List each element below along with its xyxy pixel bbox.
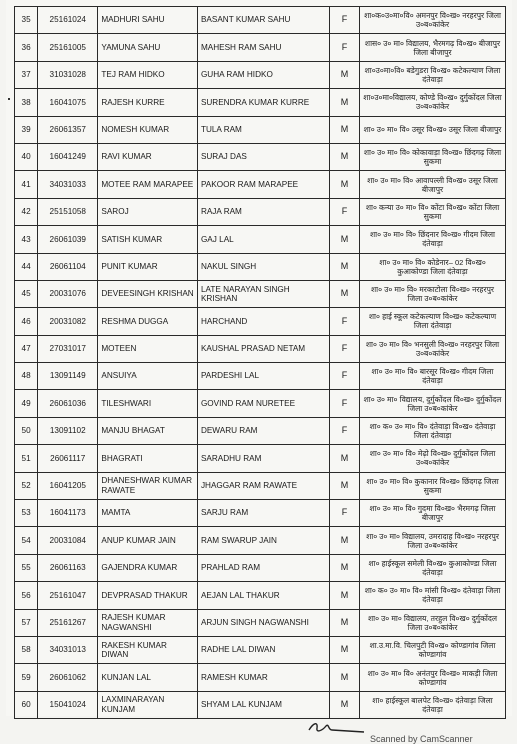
- school-name-cell: शा० उ० मा० विद्यालय, उमरादाह वि०ख० नरहरपुर जिला उ०ब०कांकेर: [360, 527, 506, 554]
- candidate-name-cell: DHANESHWAR KUMAR RAWATE: [98, 472, 198, 499]
- gender-cell: M: [329, 226, 359, 253]
- school-name-cell: शा० उ० मा० वि० मरकाटोला वि०ख० नरहरपुर जिला उ०ब०कांकेर: [360, 280, 506, 307]
- father-name-cell: SARADHU RAM: [197, 445, 329, 472]
- gender-cell: M: [329, 472, 359, 499]
- serial-number-cell: 58: [15, 636, 38, 663]
- table-row: [15, 445, 506, 472]
- serial-number-cell: 56: [15, 582, 38, 609]
- candidate-table-body: [15, 7, 506, 719]
- gender-cell: F: [329, 7, 359, 34]
- roll-number-cell: 20031076: [38, 280, 98, 307]
- school-name-cell: शा०क०उ०मा०वि० अमनपुर वि०ख० नरहरपुर जिला उ०ब०कांकेर: [360, 7, 506, 34]
- table-row: [15, 500, 506, 527]
- roll-number-cell: 25161047: [38, 582, 98, 609]
- scan-speck: [8, 98, 10, 100]
- table-row: [15, 390, 506, 417]
- father-name-cell: KAUSHAL PRASAD NETAM: [197, 335, 329, 362]
- gender-cell: M: [329, 280, 359, 307]
- serial-number-cell: 45: [15, 280, 38, 307]
- father-name-cell: GAJ LAL: [197, 226, 329, 253]
- table-row: [15, 226, 506, 253]
- serial-number-cell: 42: [15, 198, 38, 225]
- serial-number-cell: 41: [15, 171, 38, 198]
- gender-cell: M: [329, 116, 359, 143]
- school-name-cell: शा० उ० मा० वि० कोकावाड़ा वि०ख० छिंदगढ़ जिला सुकमा: [360, 143, 506, 170]
- father-name-cell: SURENDRA KUMAR KURRE: [197, 89, 329, 116]
- father-name-cell: SURAJ DAS: [197, 143, 329, 170]
- serial-number-cell: 39: [15, 116, 38, 143]
- gender-cell: M: [329, 61, 359, 88]
- roll-number-cell: 20031084: [38, 527, 98, 554]
- school-name-cell: शा० उ० मा० वि० बारसूर वि०ख० गीदम जिला दंतेवाड़ा: [360, 363, 506, 390]
- gender-cell: M: [329, 527, 359, 554]
- school-name-cell: शा० उ० मा० वि० कोडेनार– 02 वि०ख० कुआकोण्डा जिला दंतेवाड़ा: [360, 253, 506, 280]
- father-name-cell: GOVIND RAM NURETEE: [197, 390, 329, 417]
- roll-number-cell: 25161267: [38, 609, 98, 636]
- candidate-name-cell: BHAGRATI: [98, 445, 198, 472]
- school-name-cell: शा० उ० मा० वि० अनंतपुर वि०ख० माकड़ी जिला कोण्डागांव: [360, 664, 506, 691]
- table-row: [15, 664, 506, 691]
- gender-cell: F: [329, 308, 359, 335]
- table-row: [15, 280, 506, 307]
- gender-cell: F: [329, 417, 359, 444]
- father-name-cell: LATE NARAYAN SINGH KRISHAN: [197, 280, 329, 307]
- serial-number-cell: 36: [15, 34, 38, 61]
- school-name-cell: शा० हाई स्कूल कटेकल्याण वि०ख० कटेकल्याण जिला दंतेवाड़ा: [360, 308, 506, 335]
- serial-number-cell: 48: [15, 363, 38, 390]
- candidate-name-cell: MADHURI SAHU: [98, 7, 198, 34]
- gender-cell: M: [329, 171, 359, 198]
- school-name-cell: शा० उ० मा० वि० छिंदनार वि०ख० गीदम जिला दंतेवाड़ा: [360, 226, 506, 253]
- father-name-cell: RAJA RAM: [197, 198, 329, 225]
- document-page: [6, 0, 512, 716]
- signature: [306, 718, 366, 736]
- serial-number-cell: 37: [15, 61, 38, 88]
- roll-number-cell: 26061036: [38, 390, 98, 417]
- father-name-cell: AEJAN LAL THAKUR: [197, 582, 329, 609]
- school-name-cell: शा०उ०मा०विद्यालय, कोण्डे वि०ख० दुर्गुकोंदल जिला उ०ब०कांकेर: [360, 89, 506, 116]
- table-row: [15, 7, 506, 34]
- gender-cell: M: [329, 143, 359, 170]
- school-name-cell: शा० उ० मा० विद्यालय, दुर्गुकोंदल वि०ख० दुर्गुकोंदल जिला उ०ब०कांकेर: [360, 390, 506, 417]
- candidate-name-cell: DEVEESINGH KRISHAN: [98, 280, 198, 307]
- table-row: [15, 116, 506, 143]
- table-row: [15, 417, 506, 444]
- candidate-name-cell: NOMESH KUMAR: [98, 116, 198, 143]
- candidate-name-cell: MANJU BHAGAT: [98, 417, 198, 444]
- roll-number-cell: 31031028: [38, 61, 98, 88]
- gender-cell: F: [329, 335, 359, 362]
- roll-number-cell: 15041024: [38, 691, 98, 718]
- gender-cell: M: [329, 691, 359, 718]
- candidate-name-cell: ANSUIYA: [98, 363, 198, 390]
- roll-number-cell: 20031082: [38, 308, 98, 335]
- roll-number-cell: 16041075: [38, 89, 98, 116]
- table-row: [15, 363, 506, 390]
- candidate-name-cell: RAJESH KURRE: [98, 89, 198, 116]
- gender-cell: M: [329, 664, 359, 691]
- gender-cell: M: [329, 554, 359, 581]
- roll-number-cell: 25151058: [38, 198, 98, 225]
- roll-number-cell: 16041249: [38, 143, 98, 170]
- candidate-name-cell: RAKESH KUMAR DIWAN: [98, 636, 198, 663]
- roll-number-cell: 16041173: [38, 500, 98, 527]
- serial-number-cell: 44: [15, 253, 38, 280]
- candidate-name-cell: LAXMINARAYAN KUNJAM: [98, 691, 198, 718]
- father-name-cell: RADHE LAL DIWAN: [197, 636, 329, 663]
- roll-number-cell: 26061062: [38, 664, 98, 691]
- candidate-name-cell: YAMUNA SAHU: [98, 34, 198, 61]
- candidate-name-cell: KUNJAN LAL: [98, 664, 198, 691]
- serial-number-cell: 51: [15, 445, 38, 472]
- candidate-name-cell: MAMTA: [98, 500, 198, 527]
- table-row: [15, 582, 506, 609]
- table-row: [15, 609, 506, 636]
- father-name-cell: RAM SWARUP JAIN: [197, 527, 329, 554]
- candidate-name-cell: PUNIT KUMAR: [98, 253, 198, 280]
- school-name-cell: शा० उ० मा० वि० भनसुली वि०ख० नरहरपुर जिला उ०ब०कांकेर: [360, 335, 506, 362]
- school-name-cell: शा० उ० मा० वि० आवापल्ली वि०ख० उसूर जिला बीजापुर: [360, 171, 506, 198]
- candidate-name-cell: RAVI KUMAR: [98, 143, 198, 170]
- table-row: [15, 198, 506, 225]
- school-name-cell: शा०उ०मा०वि० बडेगुडरा वि०ख० कटेकल्याण जिला दंतेवाड़ा: [360, 61, 506, 88]
- gender-cell: F: [329, 363, 359, 390]
- table-row: [15, 636, 506, 663]
- serial-number-cell: 52: [15, 472, 38, 499]
- serial-number-cell: 35: [15, 7, 38, 34]
- serial-number-cell: 53: [15, 500, 38, 527]
- father-name-cell: PARDESHI LAL: [197, 363, 329, 390]
- gender-cell: F: [329, 34, 359, 61]
- candidate-name-cell: TILESHWARI: [98, 390, 198, 417]
- candidate-name-cell: GAJENDRA KUMAR: [98, 554, 198, 581]
- father-name-cell: HARCHAND: [197, 308, 329, 335]
- table-row: [15, 171, 506, 198]
- roll-number-cell: 26061117: [38, 445, 98, 472]
- father-name-cell: ARJUN SINGH NAGWANSHI: [197, 609, 329, 636]
- candidate-name-cell: DEVPRASAD THAKUR: [98, 582, 198, 609]
- school-name-cell: शा० उ० मा० वि० उसूर वि०ख० उसूर जिला बीजापुर: [360, 116, 506, 143]
- candidate-name-cell: TEJ RAM HIDKO: [98, 61, 198, 88]
- school-name-cell: शास० उ० मा० विद्यालय, भैरमगढ़ वि०ख० बीजापुर जिला बीजापुर: [360, 34, 506, 61]
- serial-number-cell: 54: [15, 527, 38, 554]
- scanner-watermark: Scanned by CamScanner: [370, 734, 473, 744]
- candidate-name-cell: MOTEEN: [98, 335, 198, 362]
- candidate-name-cell: SATISH KUMAR: [98, 226, 198, 253]
- table-row: [15, 61, 506, 88]
- serial-number-cell: 47: [15, 335, 38, 362]
- serial-number-cell: 57: [15, 609, 38, 636]
- table-row: [15, 335, 506, 362]
- roll-number-cell: 13091149: [38, 363, 98, 390]
- gender-cell: M: [329, 582, 359, 609]
- father-name-cell: PRAHLAD RAM: [197, 554, 329, 581]
- serial-number-cell: 38: [15, 89, 38, 116]
- father-name-cell: TULA RAM: [197, 116, 329, 143]
- school-name-cell: शा० उ० मा० वि० मेढ़ो वि०ख० दुर्गुकोंदल जिला उ०ब०कांकेर: [360, 445, 506, 472]
- candidate-name-cell: ANUP KUMAR JAIN: [98, 527, 198, 554]
- gender-cell: F: [329, 198, 359, 225]
- serial-number-cell: 60: [15, 691, 38, 718]
- father-name-cell: MAHESH RAM SAHU: [197, 34, 329, 61]
- table-row: [15, 527, 506, 554]
- roll-number-cell: 27031017: [38, 335, 98, 362]
- table-row: [15, 554, 506, 581]
- serial-number-cell: 49: [15, 390, 38, 417]
- table-row: [15, 89, 506, 116]
- gender-cell: M: [329, 89, 359, 116]
- candidate-name-cell: SAROJ: [98, 198, 198, 225]
- candidate-name-cell: RAJESH KUMAR NAGWANSHI: [98, 609, 198, 636]
- table-row: [15, 472, 506, 499]
- table-row: [15, 34, 506, 61]
- school-name-cell: शा० क० उ० मा० वि० मांसी वि०ख० दंतेवाड़ा जिला दंतेवाड़ा: [360, 582, 506, 609]
- candidate-name-cell: MOTEE RAM MARAPEE: [98, 171, 198, 198]
- roll-number-cell: 25161005: [38, 34, 98, 61]
- father-name-cell: JHAGGAR RAM RAWATE: [197, 472, 329, 499]
- school-name-cell: शा० उ० मा० वि० कुकानार वि०ख० छिंदगढ़ जिला सुकमा: [360, 472, 506, 499]
- serial-number-cell: 43: [15, 226, 38, 253]
- serial-number-cell: 50: [15, 417, 38, 444]
- school-name-cell: शा० उ० मा० विद्यालय, तरहुल वि०ख० दुर्गुकोंदल जिला उ०ब०कांकेर: [360, 609, 506, 636]
- serial-number-cell: 55: [15, 554, 38, 581]
- father-name-cell: SARJU RAM: [197, 500, 329, 527]
- gender-cell: M: [329, 253, 359, 280]
- father-name-cell: DEWARU RAM: [197, 417, 329, 444]
- candidate-table: [14, 6, 506, 719]
- father-name-cell: PAKOOR RAM MARAPEE: [197, 171, 329, 198]
- table-row: [15, 253, 506, 280]
- table-row: [15, 691, 506, 718]
- table-row: [15, 143, 506, 170]
- gender-cell: F: [329, 500, 359, 527]
- school-name-cell: शा० उ० मा० वि० गुदमा वि०ख० भैरमगढ़ जिला बीजापुर: [360, 500, 506, 527]
- gender-cell: F: [329, 390, 359, 417]
- candidate-name-cell: RESHMA DUGGA: [98, 308, 198, 335]
- father-name-cell: SHYAM LAL KUNJAM: [197, 691, 329, 718]
- school-name-cell: शा० हाईस्कूल समेली वि०ख० कुआकोण्डा जिला दंतेवाड़ा: [360, 554, 506, 581]
- roll-number-cell: 34031033: [38, 171, 98, 198]
- serial-number-cell: 40: [15, 143, 38, 170]
- father-name-cell: BASANT KUMAR SAHU: [197, 7, 329, 34]
- school-name-cell: शा० क० उ० मा० वि० दंतेवाड़ा वि०ख० दंतेवाड़ा जिला दंतेवाड़ा: [360, 417, 506, 444]
- roll-number-cell: 25161024: [38, 7, 98, 34]
- school-name-cell: शा.उ.मा.वि. चिलपुटी वि०ख० कोण्डागांव जिला कोण्डागांव: [360, 636, 506, 663]
- roll-number-cell: 16041205: [38, 472, 98, 499]
- roll-number-cell: 26061104: [38, 253, 98, 280]
- roll-number-cell: 34031013: [38, 636, 98, 663]
- father-name-cell: NAKUL SINGH: [197, 253, 329, 280]
- table-row: [15, 308, 506, 335]
- serial-number-cell: 46: [15, 308, 38, 335]
- gender-cell: M: [329, 636, 359, 663]
- roll-number-cell: 26061357: [38, 116, 98, 143]
- roll-number-cell: 13091102: [38, 417, 98, 444]
- roll-number-cell: 26061163: [38, 554, 98, 581]
- serial-number-cell: 59: [15, 664, 38, 691]
- gender-cell: M: [329, 445, 359, 472]
- gender-cell: M: [329, 609, 359, 636]
- school-name-cell: शा० हाईस्कूल बालपेट वि०ख० दंतेवाड़ा जिला दंतेवाड़ा: [360, 691, 506, 718]
- school-name-cell: शा० कन्या उ० मा० वि० कोंटा वि०ख० कोंटा जिला सुकमा: [360, 198, 506, 225]
- roll-number-cell: 26061039: [38, 226, 98, 253]
- father-name-cell: RAMESH KUMAR: [197, 664, 329, 691]
- father-name-cell: GUHA RAM HIDKO: [197, 61, 329, 88]
